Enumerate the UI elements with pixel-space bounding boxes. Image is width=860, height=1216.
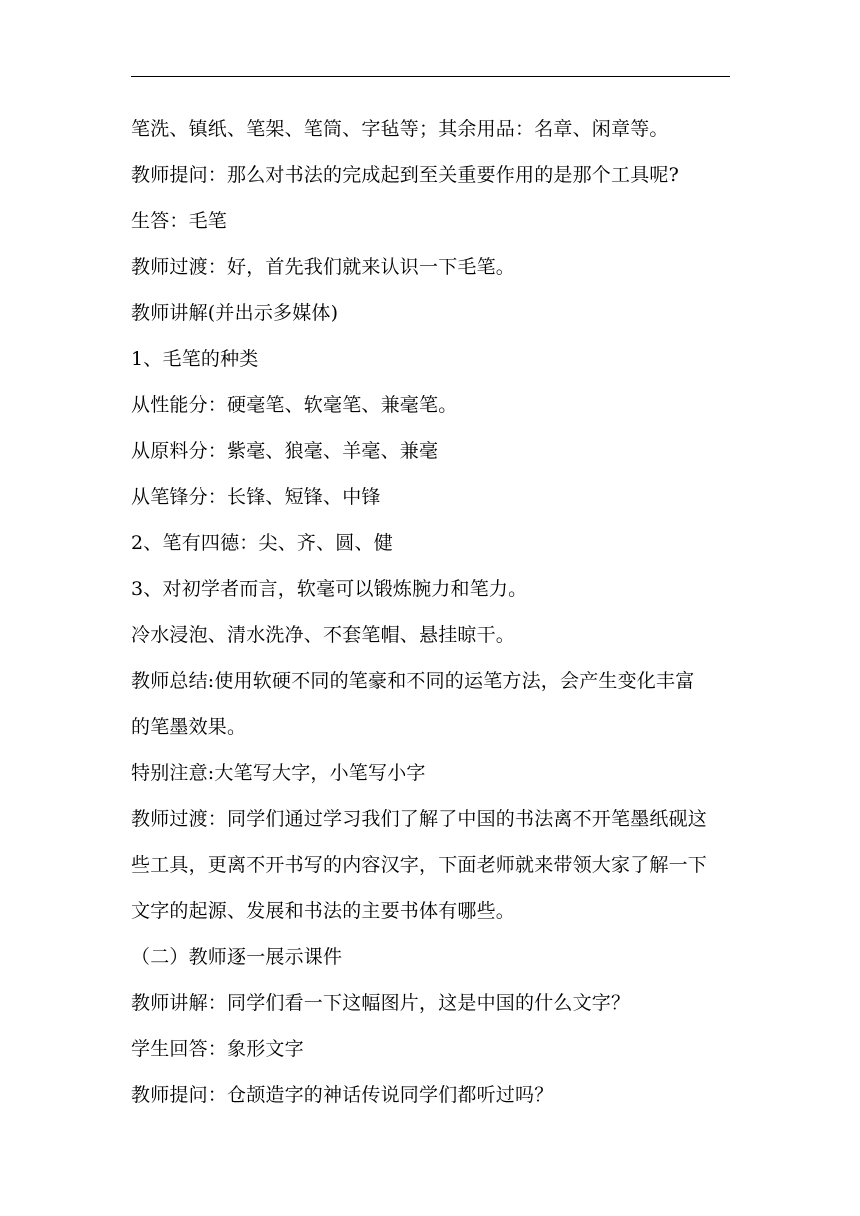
text-line: 教师提问：那么对书法的完成起到至关重要作用的是那个工具呢?: [131, 164, 679, 186]
text-line: 1、毛笔的种类: [131, 348, 259, 370]
text-line: 学生回答：象形文字: [131, 1038, 304, 1060]
header-rule: [131, 76, 730, 77]
text-line: 从性能分：硬毫笔、软毫笔、兼毫笔。: [131, 394, 458, 416]
text-line: 笔洗、镇纸、笔架、笔筒、字毡等；其余用品：名章、闲章等。: [131, 118, 669, 140]
text-line: 教师讲解(并出示多媒体): [131, 302, 339, 324]
document-body: [131, 106, 731, 1118]
text-line: 的笔墨效果。: [131, 716, 247, 738]
text-line: 文字的起源、发展和书法的主要书体有哪些。: [131, 900, 516, 922]
text-line: 教师总结:使用软硬不同的笔豪和不同的运笔方法，会产生变化丰富: [131, 670, 695, 692]
text-line: 些工具，更离不开书写的内容汉字，下面老师就来带领大家了解一下: [131, 854, 708, 876]
text-line: 从笔锋分：长锋、短锋、中锋: [131, 486, 381, 508]
text-line: 3、对初学者而言，软毫可以锻炼腕力和笔力。: [131, 578, 528, 600]
text-line: 教师提问：仓颉造字的神话传说同学们都听过吗？: [131, 1084, 554, 1106]
text-line: 从原料分：紫毫、狼毫、羊毫、兼毫: [131, 440, 439, 462]
text-line: 教师过渡：同学们通过学习我们了解了中国的书法离不开笔墨纸砚这: [131, 808, 708, 830]
text-line: 冷水浸泡、清水洗净、不套笔帽、悬挂晾干。: [131, 624, 516, 646]
text-line: 特别注意:大笔写大字，小笔写小字: [131, 762, 426, 784]
text-line: 2、笔有四德：尖、齐、圆、健: [131, 532, 393, 554]
text-line: （二）教师逐一展示课件: [131, 946, 343, 968]
text-line: 生答：毛笔: [131, 210, 228, 232]
text-line: 教师讲解：同学们看一下这幅图片，这是中国的什么文字？: [131, 992, 631, 1014]
text-line: 教师过渡：好，首先我们就来认识一下毛笔。: [131, 256, 516, 278]
